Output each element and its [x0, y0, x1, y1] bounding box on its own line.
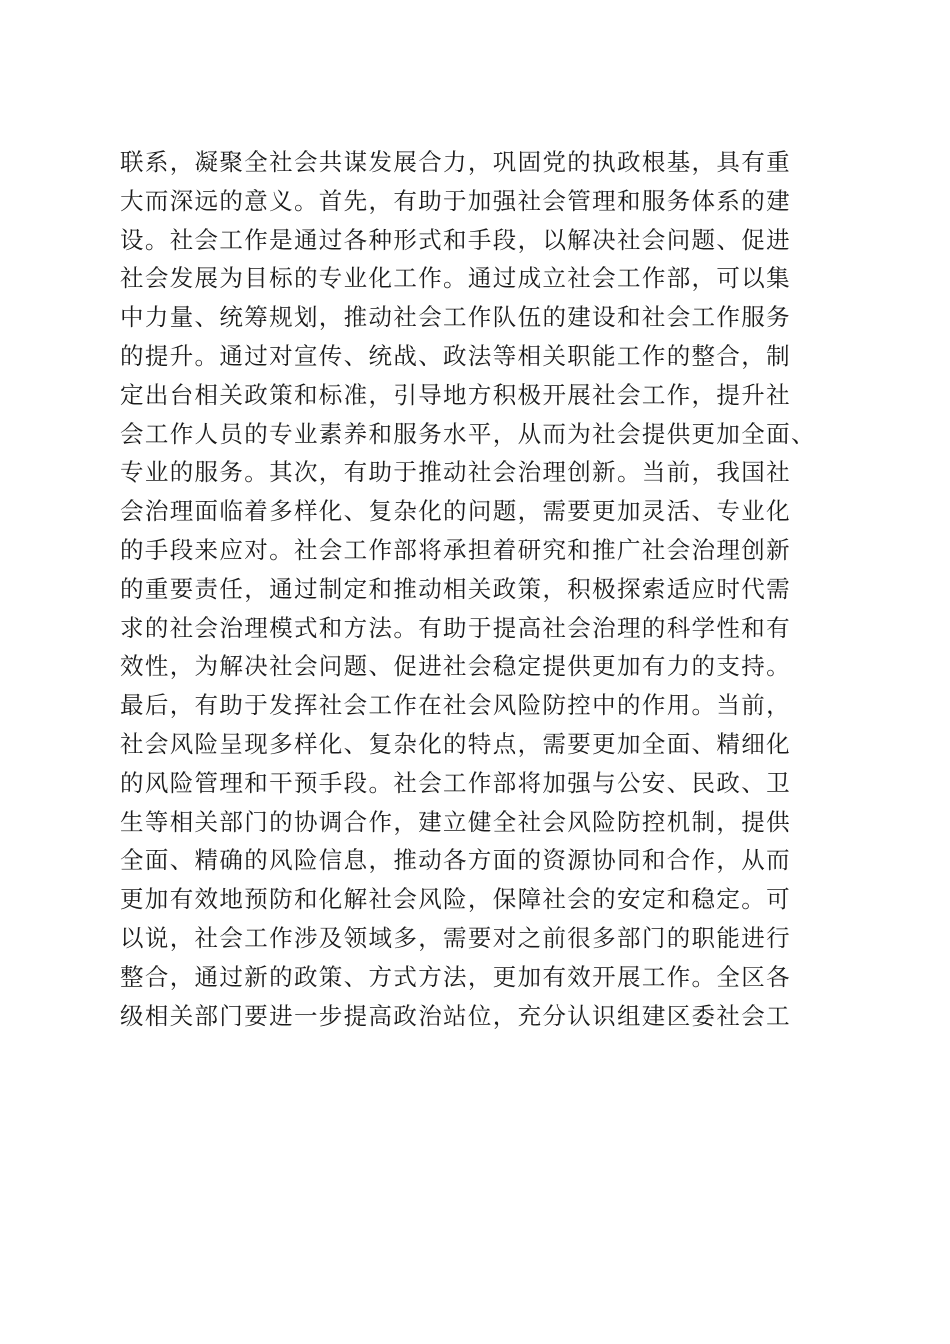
text-line: 会治理面临着多样化、复杂化的问题，需要更加灵活、专业化	[120, 497, 791, 526]
text-line: 中力量、统筹规划，推动社会工作队伍的建设和社会工作服务	[120, 303, 791, 332]
text-line: 求的社会治理模式和方法。有助于提高社会治理的科学性和有	[120, 613, 791, 642]
text-line: 的重要责任，通过制定和推动相关政策，积极探索适应时代需	[120, 574, 791, 603]
text-line: 会工作人员的专业素养和服务水平，从而为社会提供更加全面、	[120, 419, 816, 448]
text-line: 的风险管理和干预手段。社会工作部将加强与公安、民政、卫	[120, 768, 791, 797]
text-line: 定出台相关政策和标准，引导地方积极开展社会工作，提升社	[120, 380, 791, 409]
text-line: 的提升。通过对宣传、统战、政法等相关职能工作的整合，制	[120, 341, 791, 370]
text-line: 联系，凝聚全社会共谋发展合力，巩固党的执政根基，具有重	[120, 148, 791, 176]
text-line: 社会发展为目标的专业化工作。通过成立社会工作部，可以集	[120, 264, 791, 293]
text-line: 级相关部门要进一步提高政治站位，充分认识组建区委社会工	[120, 1001, 791, 1030]
text-line: 最后，有助于发挥社会工作在社会风险防控中的作用。当前，	[120, 691, 791, 720]
text-line: 社会风险呈现多样化、复杂化的特点，需要更加全面、精细化	[120, 729, 791, 758]
text-line: 以说，社会工作涉及领域多，需要对之前很多部门的职能进行	[120, 923, 791, 952]
text-line: 更加有效地预防和化解社会风险，保障社会的安定和稳定。可	[120, 885, 791, 914]
text-line: 大而深远的意义。首先，有助于加强社会管理和服务体系的建	[120, 186, 791, 215]
text-line: 效性，为解决社会问题、促进社会稳定提供更加有力的支持。	[120, 652, 791, 681]
text-line: 设。社会工作是通过各种形式和手段，以解决社会问题、促进	[120, 225, 791, 254]
text-line: 整合，通过新的政策、方式方法，更加有效开展工作。全区各	[120, 962, 791, 991]
body-paragraph	[120, 143, 840, 1035]
text-line: 专业的服务。其次，有助于推动社会治理创新。当前，我国社	[120, 458, 791, 487]
text-line: 的手段来应对。社会工作部将承担着研究和推广社会治理创新	[120, 535, 791, 564]
text-line: 全面、精确的风险信息，推动各方面的资源协同和合作，从而	[120, 846, 791, 875]
text-line: 生等相关部门的协调合作，建立健全社会风险防控机制，提供	[120, 807, 791, 836]
